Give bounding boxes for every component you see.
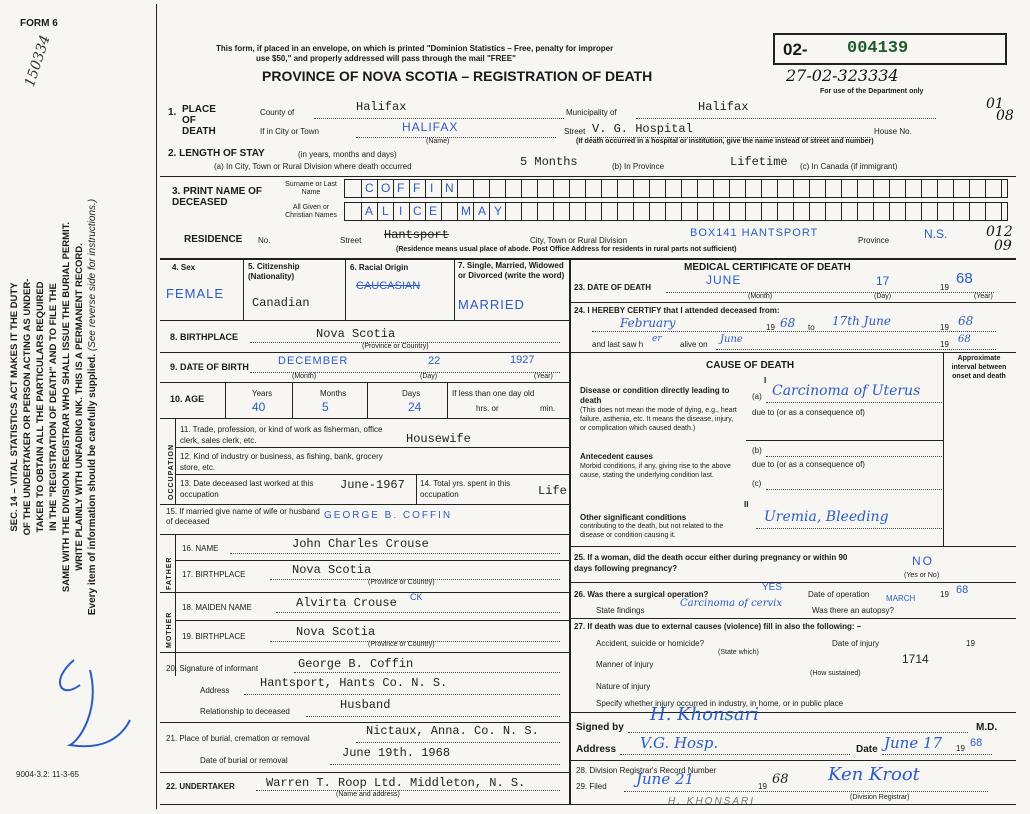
surname-char: I: [430, 181, 434, 195]
how-sustained-note: (How sustained): [810, 670, 861, 677]
stay-canada-label: (c) In Canada (if immigrant): [800, 162, 898, 171]
undertaker-label: 22. UNDERTAKER: [166, 782, 235, 791]
medical-title: MEDICAL CERTIFICATE OF DEATH: [684, 262, 851, 273]
side-code-d: 09: [994, 238, 1012, 254]
side-code-c: 012: [986, 224, 1013, 240]
age-months-label: Months: [320, 389, 347, 398]
doctor-name-stamp: H. KHONSARI: [668, 796, 756, 807]
stay-province-value: Lifetime: [730, 155, 788, 169]
residence-label: RESIDENCE: [184, 234, 243, 245]
findings-label: State findings: [596, 606, 645, 615]
stay-province-label: (b) In Province: [612, 162, 665, 171]
nature-label: Nature of injury: [596, 682, 651, 691]
citizenship-value: Canadian: [252, 296, 310, 310]
filed-yr: 68: [772, 772, 789, 787]
mother-birthplace-note: (Province or Country): [368, 641, 435, 648]
side-line-3: TAKER TO OBTAIN ALL THE PARTICULARS REQUIRED: [35, 281, 46, 533]
attended-label: 24. I HEREBY CERTIFY that I attended deceased from:: [574, 306, 780, 315]
city-name-note: (Name): [426, 138, 450, 145]
surname-char: O: [381, 181, 391, 195]
undertaker-value: Warren T. Roop Ltd. Middleton, N. S.: [266, 776, 526, 790]
operation-label: 26. Was there a surgical operation?: [574, 590, 709, 599]
date-yr-prefix: 19: [956, 744, 965, 753]
stay-city-label: (a) In City, Town or Rural Division where death occurred: [214, 162, 412, 171]
hospital-note: (If death occurred in a hospital or institution, give the name instead of street and number): [576, 138, 874, 145]
mother-birthplace-label: 19. BIRTHPLACE: [182, 632, 246, 641]
occupation-value: Housewife: [406, 432, 471, 446]
side-line-1: SEC. 14 – VITAL STATISTICS ACT MAKES IT THE DUTY: [9, 282, 20, 532]
side-line-6: WRITE PLAINLY WITH UNFADING INK. THIS IS A PERMANENT RECORD.: [74, 243, 85, 571]
age-months: 5: [322, 400, 329, 414]
burial-date-value: June 19th. 1968: [342, 746, 451, 760]
reg-number-box: [773, 33, 1007, 65]
print-code: 9004-3.2: 11-3-65: [16, 770, 80, 779]
dob-day-note: (Day): [420, 373, 438, 380]
form-title: PROVINCE OF NOVA SCOTIA – REGISTRATION OF DEATH: [262, 68, 653, 84]
surname-char: N: [445, 181, 454, 195]
occupation-side-label: OCCUPATION: [168, 443, 175, 500]
death-month: JUNE: [706, 273, 742, 287]
attended-from-yr-prefix: 19: [766, 323, 775, 332]
reg-prefix: 02-: [783, 40, 808, 59]
given-char: L: [382, 204, 389, 218]
registrar-signature: Ken Kroot: [828, 764, 920, 785]
total-years-value: Life: [538, 484, 567, 498]
father-birthplace-note: (Province or Country): [368, 579, 435, 586]
birthplace-note: (Province or Country): [362, 343, 429, 350]
residence-province-label: Province: [858, 236, 890, 245]
dob-day: 22: [428, 355, 441, 367]
dob-year: 1927: [510, 354, 535, 366]
cause-a-letter: (a): [752, 392, 762, 401]
mother-name-value: Alvirta Crouse: [296, 596, 397, 610]
reg-number: 004139: [847, 39, 909, 58]
mother-side-label: MOTHER: [166, 611, 173, 648]
marital-value: MARRIED: [458, 297, 525, 312]
last-worked-label: 13. Date deceased last worked at this occupation: [180, 479, 314, 499]
form-number: FORM 6: [20, 18, 58, 29]
age-lt-day-note: If less than one day old: [452, 389, 535, 398]
informant-value: George B. Coffin: [298, 657, 414, 671]
alive-yr: 68: [958, 334, 971, 345]
autopsy-label: Was there an autopsy?: [812, 606, 894, 615]
county-value: Halifax: [356, 100, 407, 114]
death-date-label: 23. DATE OF DEATH: [574, 283, 652, 292]
death-month-note: (Month): [748, 293, 773, 300]
side-code-a: 01: [986, 96, 1004, 112]
residence-no-label: No.: [258, 236, 271, 245]
attended-from: February: [620, 316, 676, 330]
residence-city-value: BOX141 HANTSPORT: [690, 227, 819, 239]
side-code-b: 08: [996, 108, 1014, 124]
death-year-prefix: 19: [940, 283, 949, 292]
racial-origin-value: CAUCASIAN: [356, 280, 421, 292]
given-char: I: [399, 204, 403, 218]
side-line-2: OF THE UNDERTAKER OR PERSON ACTING AS UNDER-: [22, 278, 33, 536]
s2-label: 2. LENGTH OF STAY: [168, 148, 265, 159]
given-char: A: [478, 204, 487, 218]
address-label: Address: [576, 744, 617, 755]
age-years-label: Years: [252, 389, 273, 398]
envelope-note-2: use $50," and properly addressed will pass through the mail "FREE": [256, 54, 516, 63]
specify-label: Specify whether injury occurred in industry, in home, or in public place: [596, 699, 844, 708]
direct-cause-note: (This does not mean the mode of dying, e.g., heart failure, asthenia, etc. It means the disease, injury, or complication which caused death.): [580, 407, 737, 432]
findings-value: Carcinoma of cervix: [680, 598, 782, 609]
part-ii-label: II: [744, 500, 749, 509]
death-day: 17: [876, 274, 890, 288]
state-which-note: (State which): [718, 649, 759, 656]
other-conditions-note: contributing to the death, but not related to the disease or condition causing it.: [580, 523, 724, 539]
last-saw-label: and last saw h: [592, 340, 644, 349]
attended-to-yr-prefix: 19: [940, 323, 949, 332]
relationship-label: Relationship to deceased: [200, 707, 290, 716]
s1-label: PLACE OF DEATH: [182, 104, 216, 137]
age-hrs: hrs. or: [476, 404, 499, 413]
dob-label: 9. DATE OF BIRTH: [170, 362, 249, 372]
other-conditions-label: Other significant conditions: [580, 513, 687, 522]
last-saw-mark: er: [652, 334, 662, 344]
occupation-label: 11. Trade, profession, or kind of work as fisherman, office clerk, sales clerk, etc.: [180, 425, 383, 445]
dob-month-note: (Month): [292, 373, 317, 380]
mother-birthplace-value: Nova Scotia: [296, 625, 376, 639]
birthplace-value: Nova Scotia: [316, 327, 396, 341]
antecedent-note: Morbid conditions, if any, giving rise to the above cause, stating the underlying condition last.: [580, 463, 731, 479]
surname-label: Surname or Last Name: [285, 181, 337, 196]
date-injury-label: Date of injury: [832, 639, 880, 648]
signature: H. Khonsari: [650, 704, 759, 725]
operation-date-label: Date of operation: [808, 590, 870, 599]
mother-name-label: 18. MAIDEN NAME: [182, 603, 252, 612]
operation-date: MARCH: [886, 594, 916, 603]
birthplace-label: 8. BIRTHPLACE: [170, 332, 239, 342]
dept-use-note: For use of the Department only: [820, 88, 924, 95]
total-years-label: 14. Total yrs. spent in this occupation: [420, 479, 511, 499]
racial-origin-label: 6. Racial Origin: [350, 263, 409, 272]
city-label: If in City or Town: [260, 127, 319, 136]
external-causes-label: 27. If death was due to external causes (violence) fill in also the following: –: [574, 622, 862, 631]
side-line-7: Every item of information should be carefully supplied.: [87, 353, 98, 616]
informant-address-value: Hantsport, Hants Co. N. S.: [260, 676, 448, 690]
operation-yr-prefix: 19: [940, 590, 949, 599]
address-value: V.G. Hosp.: [640, 734, 719, 752]
attended-to-word: to: [808, 323, 815, 332]
residence-street-label: Street: [340, 236, 362, 245]
stay-city-value: 5 Months: [520, 155, 578, 169]
father-name-label: 16. NAME: [182, 544, 219, 553]
death-day-note: (Day): [874, 293, 892, 300]
cause-title: CAUSE OF DEATH: [706, 360, 795, 371]
record-number-label: 28. Division Registrar's Record Number: [576, 766, 717, 775]
handwritten-reg: 27-02-323334: [786, 66, 899, 85]
surname-grid: [344, 179, 1008, 198]
side-line-4: IN THE "REGISTRATION OF DEATH" AND TO FILE THE: [48, 283, 59, 531]
direct-cause-label: Disease or condition directly leading to death: [580, 386, 730, 405]
registrar-note: (Division Registrar): [850, 794, 910, 801]
age-days: 24: [408, 400, 422, 414]
antecedent-label: Antecedent causes: [580, 452, 653, 461]
death-year: 68: [956, 270, 973, 287]
relationship-value: Husband: [340, 698, 391, 712]
citizenship-label: 5. Citizenship (Nationality): [248, 262, 300, 281]
due-to-2: due to (or as a consequence of): [752, 460, 865, 469]
side-line-5: SAME WITH THE DIVISION REGISTRAR WHO SHALL ISSUE THE BURIAL PERMIT.: [61, 221, 72, 593]
father-name-value: John Charles Crouse: [292, 537, 429, 551]
residence-province-value: N.S.: [924, 227, 948, 241]
envelope-note-1: This form, if placed in an envelope, on which is printed "Dominion Statistics – Free, penalty for improper: [216, 44, 614, 53]
margin-scrawl: [30, 640, 140, 770]
residence-street-value: Hantsport: [384, 228, 449, 242]
s1-num: 1.: [168, 107, 177, 118]
burial-place-value: Nictaux, Anna. Co. N. S.: [366, 724, 539, 738]
filed-yr-prefix: 19: [758, 782, 767, 791]
s2-note: (in years, months and days): [298, 150, 397, 159]
mother-name-mark: CK: [410, 592, 423, 602]
injury-yr-prefix: 19: [966, 639, 975, 648]
cause-a-value: Carcinoma of Uterus: [772, 383, 921, 399]
father-birthplace-value: Nova Scotia: [292, 563, 372, 577]
industry-label: 12. Kind of industry or business, as fishing, bank, grocery store, etc.: [180, 452, 383, 472]
dob-year-note: (Year): [534, 373, 553, 380]
given-char: E: [429, 204, 438, 218]
given-label: All Given or Christian Names: [285, 204, 337, 219]
accident-label: Accident, suicide or homicide?: [596, 639, 705, 648]
given-grid: [344, 202, 1008, 221]
burial-place-label: 21. Place of burial, cremation or removal: [166, 734, 310, 743]
side-line-8: (See reverse side for instructions.): [87, 198, 98, 352]
surname-char: C: [365, 181, 374, 195]
operation-yr: 68: [956, 584, 969, 596]
cause-c-letter: (c): [752, 479, 762, 488]
father-birthplace-label: 17. BIRTHPLACE: [182, 570, 246, 579]
interval-label: Approximate interval between onset and death: [951, 355, 1007, 380]
given-char: Y: [494, 204, 503, 218]
street-label: Street: [564, 127, 586, 136]
due-to-1: due to (or as a consequence of): [752, 408, 865, 417]
given-char: A: [365, 204, 374, 218]
surname-char: F: [397, 181, 405, 195]
surname-char: F: [413, 181, 421, 195]
age-years: 40: [252, 400, 266, 414]
father-side-label: FATHER: [166, 556, 173, 590]
date-value: June 17: [884, 734, 943, 752]
operation-value: YES: [762, 582, 783, 593]
injury-code: 1714: [902, 652, 929, 666]
date-yr: 68: [970, 737, 983, 749]
other-conditions-value: Uremia, Bleeding: [764, 509, 889, 525]
filed-label: 29. Filed: [576, 782, 607, 791]
municipality-value: Halifax: [698, 100, 749, 114]
age-min: min.: [540, 404, 556, 413]
manner-label: Manner of injury: [596, 660, 654, 669]
attended-to-yr: 68: [958, 314, 974, 328]
pregnancy-value: NO: [912, 554, 934, 568]
md-label: M.D.: [976, 722, 998, 733]
part-i-label: I: [764, 376, 767, 385]
age-label: 10. AGE: [170, 394, 205, 404]
alive-on-label: alive on: [680, 340, 708, 349]
death-year-note: (Year): [974, 293, 993, 300]
residence-city-label: City, Town or Rural Division: [530, 236, 628, 245]
yes-no-note: (Yes or No): [904, 572, 940, 579]
undertaker-note: (Name and address): [336, 791, 400, 798]
sex-label: 4. Sex: [172, 263, 196, 272]
signed-label: Signed by: [576, 722, 624, 733]
house-label: House No.: [874, 127, 912, 136]
burial-date-label: Date of burial or removal: [200, 756, 288, 765]
county-label: County of: [260, 108, 295, 117]
cause-b-letter: (b): [752, 446, 762, 455]
city-value: HALIFAX: [402, 120, 459, 134]
margin-number: 150334: [22, 33, 54, 89]
informant-label: 20. Signature of informant: [166, 664, 259, 673]
alive-on-date: June: [720, 334, 743, 345]
date-label: Date: [856, 744, 878, 755]
spouse-label: 15. If married give name of wife or husband of deceased: [166, 507, 320, 526]
spouse-value: GEORGE B. COFFIN: [324, 510, 453, 521]
given-char: M: [461, 204, 471, 218]
dob-month: DECEMBER: [278, 355, 349, 367]
last-worked-value: June-1967: [340, 478, 405, 492]
marital-label: 7. Single, Married, Widowed or Divorced (write the word): [458, 261, 565, 280]
age-days-label: Days: [402, 389, 421, 398]
s3-label: 3. PRINT NAME OF DECEASED: [172, 186, 263, 208]
street-value: V. G. Hospital: [592, 122, 693, 136]
informant-address-label: Address: [200, 686, 230, 695]
pregnancy-label: 25. If a woman, did the death occur either during pregnancy or within 90 days following pregnancy?: [574, 553, 848, 573]
given-char: C: [413, 204, 422, 218]
filed-date: June 21: [636, 770, 695, 788]
municipality-label: Municipality of: [566, 108, 617, 117]
sex-value: FEMALE: [166, 286, 225, 301]
residence-note: (Residence means usual place of abode. Post Office Address for residents in rural parts not sufficient): [396, 246, 737, 253]
attended-from-yr: 68: [780, 316, 796, 330]
alive-yr-prefix: 19: [940, 340, 949, 349]
attended-to: 17th June: [832, 314, 892, 328]
